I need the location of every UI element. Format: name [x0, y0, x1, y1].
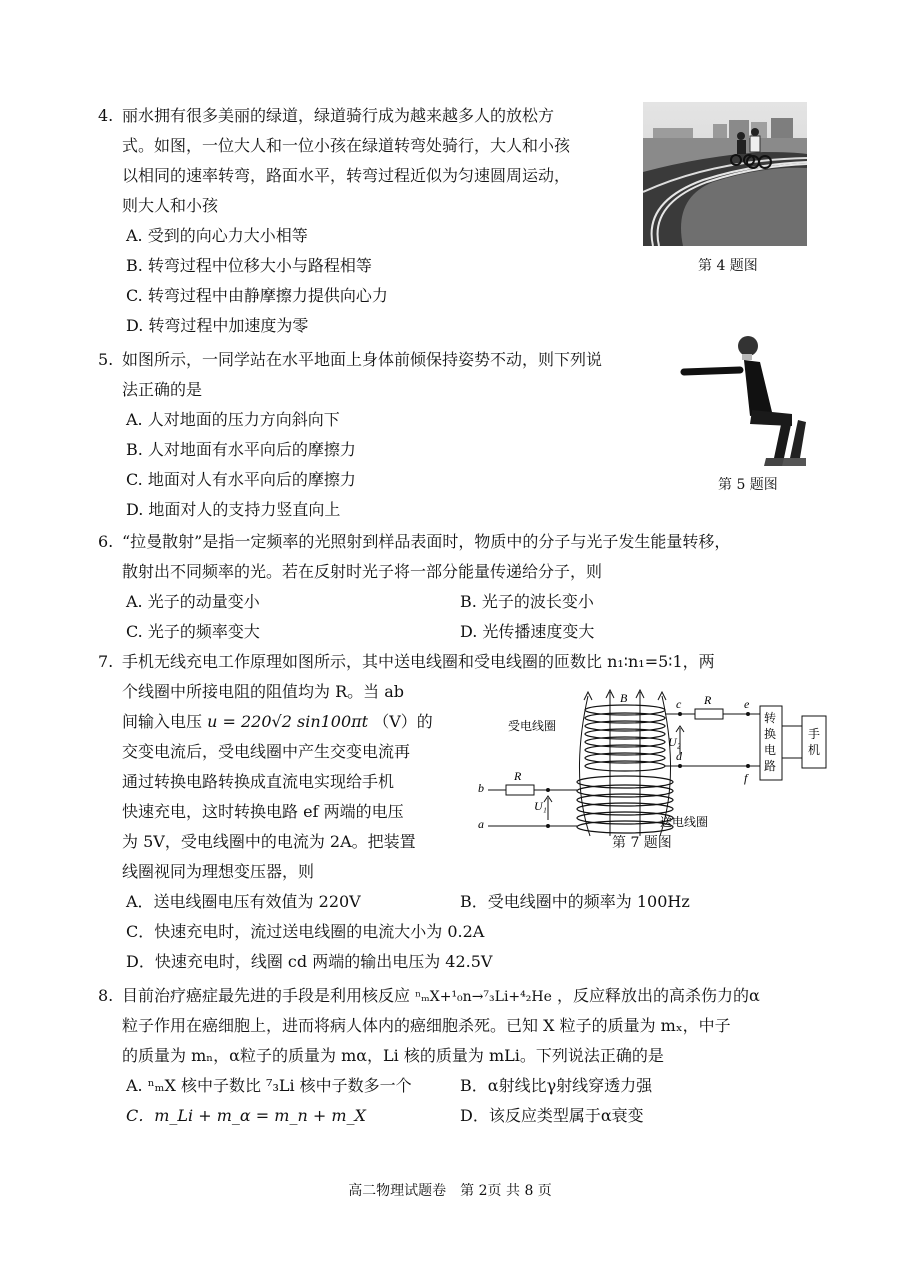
q4-figure-caption: 第 4 题图	[698, 258, 758, 274]
q8-line-3: 的质量为 mₙ，α粒子的质量为 mα，Li 核的质量为 mLi。下列说法正确的是	[122, 1046, 664, 1065]
q6-number: 6.	[98, 532, 114, 551]
q4-option-b: B. 转弯过程中位移大小与路程相等	[126, 256, 372, 275]
q8-line-1-end: ，反应释放出的高杀伤力的α	[556, 986, 760, 1005]
q7-label-b: b	[478, 781, 484, 795]
q7-convert-char-3: 电	[764, 743, 777, 757]
q6-option-d: D. 光传播速度变大	[460, 622, 595, 641]
q7-label-R1: R	[514, 769, 522, 783]
q8-line-1	[122, 984, 760, 1009]
q7-option-a: A．送电线圈电压有效值为 220V	[126, 892, 361, 911]
q7-convert-char-2: 换	[764, 727, 777, 741]
q7-label-f: f	[744, 771, 748, 785]
q7-phone-char-2: 机	[808, 743, 821, 757]
q7-line-4: 交变电流后，受电线圈中产生交变电流再	[122, 742, 411, 761]
q7-line-2: 个线圈中所接电阻的阻值均为 R。当 ab	[122, 682, 405, 701]
q6-line-2: 散射出不同频率的光。若在反射时光子将一部分能量传递给分子，则	[122, 562, 603, 581]
q6-option-c: C. 光子的频率变大	[126, 622, 260, 641]
q7-line-3	[122, 710, 433, 734]
q7-line-7: 为 5V，受电线圈中的电流为 2A。把装置	[122, 832, 416, 851]
q4-line-4: 则大人和小孩	[122, 196, 219, 215]
q8-option-a: A. ⁿₘX 核中子数比 ⁷₃Li 核中子数多一个	[126, 1076, 412, 1095]
q5-figure-caption: 第 5 题图	[718, 477, 778, 493]
q7-voltage-formula: u = 220√2 sin100πt	[207, 712, 369, 731]
q6-line-1: “拉曼散射”是指一定频率的光照射到样品表面时，物质中的分子与光子发生能量转移，	[122, 532, 731, 551]
q5-line-2: 法正确的是	[122, 380, 203, 399]
q7-number: 7.	[98, 652, 114, 671]
q7-label-c: c	[676, 697, 682, 711]
q5-line-1: 如图所示，一同学站在水平地面上身体前倾保持姿势不动，则下列说	[122, 350, 603, 369]
q8-reaction-equation: ⁿₘX+¹₀n→⁷₃Li+⁴₂He	[415, 989, 552, 1005]
q4-number: 4.	[98, 106, 114, 125]
q7-line-3-start: 间输入电压	[122, 712, 203, 731]
q5-squat-figure	[680, 328, 810, 468]
q7-label-B: B	[620, 691, 628, 705]
q4-option-d: D. 转弯过程中加速度为零	[126, 316, 309, 335]
q8-number: 8.	[98, 986, 114, 1005]
q7-convert-char-1: 转	[764, 711, 777, 725]
q7-convert-char-4: 路	[764, 759, 777, 773]
q8-option-d: D．该反应类型属于α衰变	[460, 1106, 644, 1125]
q4-line-2: 式。如图，一位大人和一位小孩在绿道转弯处骑行，大人和小孩	[122, 136, 571, 155]
q4-line-1: 丽水拥有很多美丽的绿道，绿道骑行成为越来越多人的放松方	[122, 106, 555, 125]
q8-option-c: C．m_Li + m_α = m_n + m_X	[126, 1106, 366, 1125]
q7-line-3-end: （V）的	[373, 712, 433, 731]
q8-option-b: B．α射线比γ射线穿透力强	[460, 1076, 653, 1095]
q7-label-R2: R	[704, 693, 712, 707]
page-footer: 高二物理试题卷 第 2页 共 8 页	[348, 1183, 552, 1199]
q6-option-a: A. 光子的动量变小	[126, 592, 260, 611]
q7-option-c: C．快速充电时，流过送电线圈的电流大小为 0.2A	[126, 922, 485, 941]
q8-line-1-start: 目前治疗癌症最先进的手段是利用核反应	[122, 986, 411, 1005]
q7-line-8: 线圈视同为理想变压器，则	[122, 862, 315, 881]
q7-line-5: 通过转换电路转换成直流电实现给手机	[122, 772, 395, 791]
q7-option-b: B．受电线圈中的频率为 100Hz	[460, 892, 690, 911]
q5-option-b: B. 人对地面有水平向后的摩擦力	[126, 440, 356, 459]
q4-option-c: C. 转弯过程中由静摩擦力提供向心力	[126, 286, 388, 305]
q6-option-b: B. 光子的波长变小	[460, 592, 594, 611]
q8-line-2: 粒子作用在癌细胞上，进而将病人体内的癌细胞杀死。已知 X 粒子的质量为 mₓ，中子	[122, 1016, 731, 1035]
q7-label-d: d	[676, 749, 682, 763]
q7-phone-char-1: 手	[808, 727, 821, 741]
q7-label-U1: U₁	[534, 799, 547, 813]
q7-option-d: D．快速充电时，线圈 cd 两端的输出电压为 42.5V	[126, 952, 493, 971]
q5-option-d: D. 地面对人的支持力竖直向上	[126, 500, 341, 519]
q5-option-a: A. 人对地面的压力方向斜向下	[126, 410, 340, 429]
q5-number: 5.	[98, 350, 114, 369]
q7-label-e: e	[744, 697, 750, 711]
q4-greenway-photo	[643, 102, 807, 246]
q7-label-U2: U₂	[668, 735, 681, 749]
q5-option-c: C. 地面对人有水平向后的摩擦力	[126, 470, 356, 489]
q7-label-a: a	[478, 817, 484, 831]
q4-option-a: A. 受到的向心力大小相等	[126, 226, 308, 245]
q7-line-1: 手机无线充电工作原理如图所示，其中送电线圈和受电线圈的匝数比 n₁∶n₁=5∶1，两	[122, 652, 715, 671]
q7-label-send-coil: 送电线圈	[660, 815, 709, 829]
q7-figure-caption: 第 7 题图	[612, 835, 672, 851]
q4-line-3: 以相同的速率转弯，路面水平，转弯过程近似为匀速圆周运动，	[122, 166, 571, 185]
q7-label-receive-coil: 受电线圈	[508, 719, 557, 733]
q7-line-6: 快速充电，这时转换电路 ef 两端的电压	[122, 802, 404, 821]
